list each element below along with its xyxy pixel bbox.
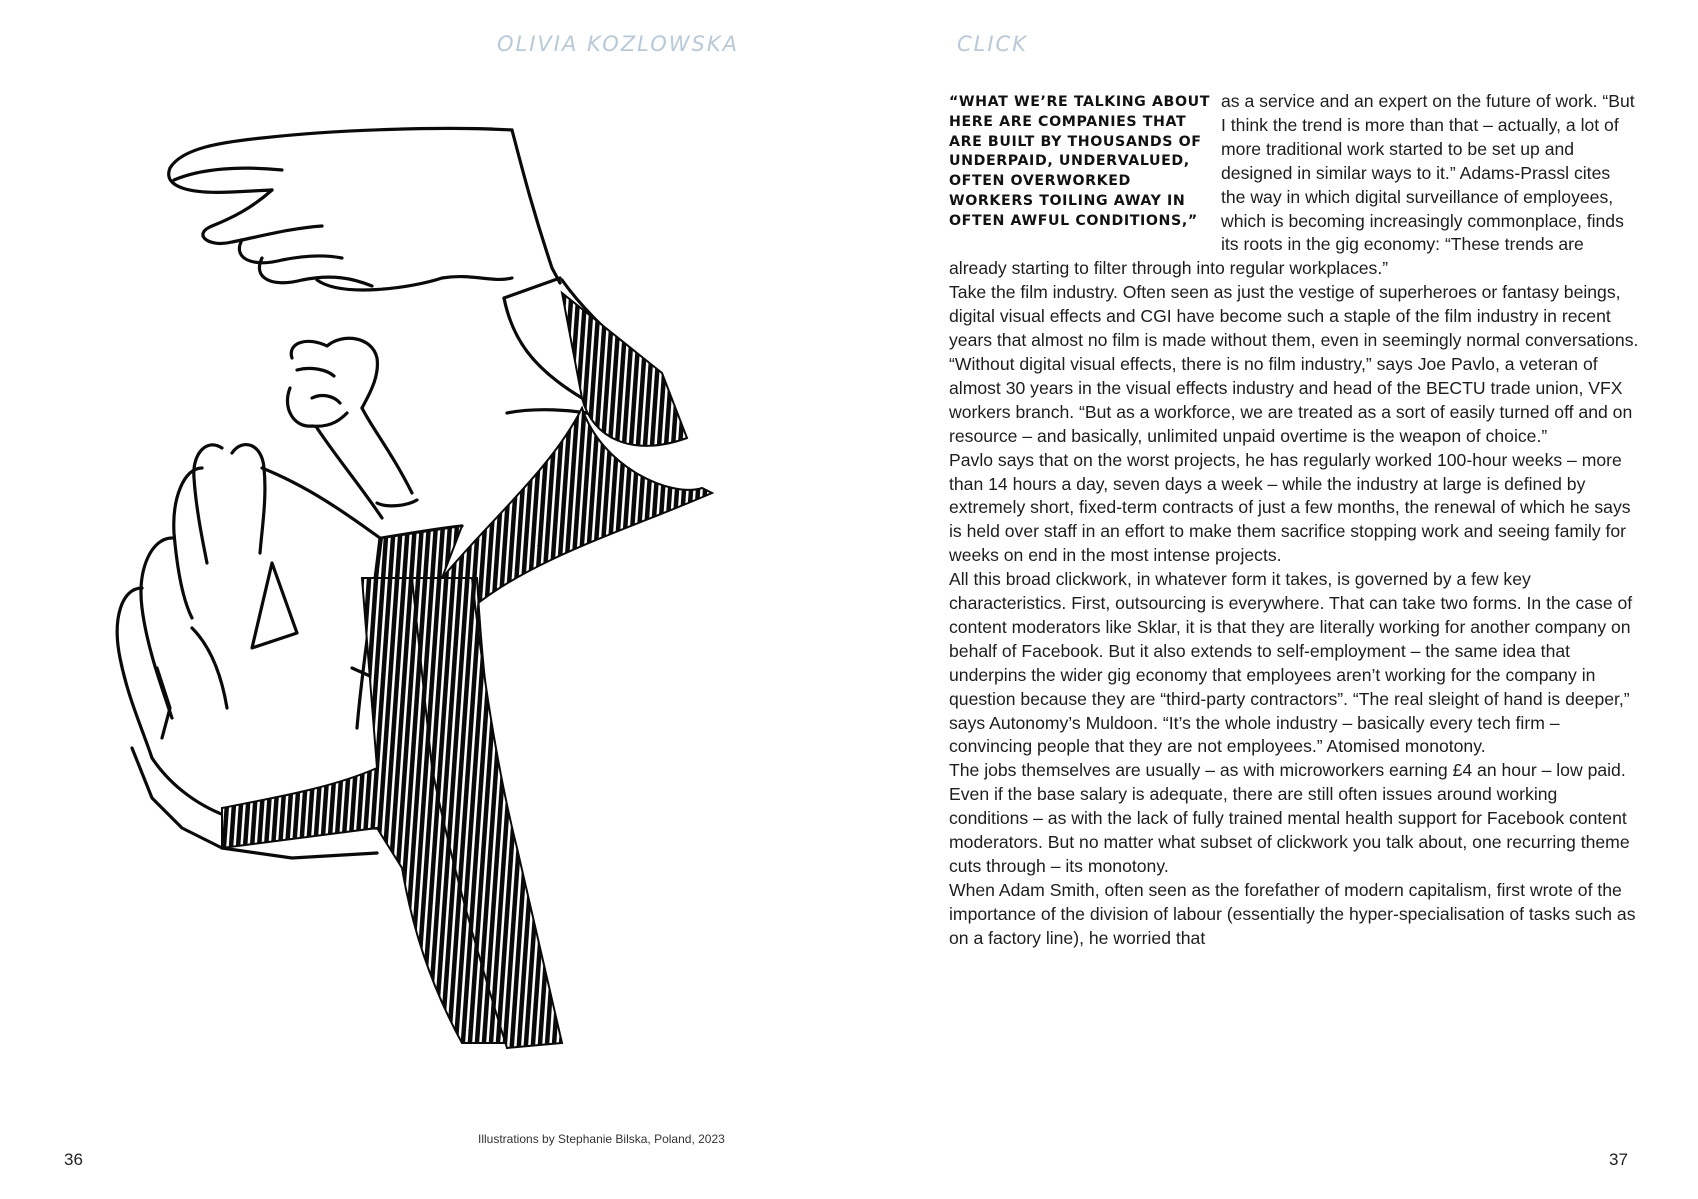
page-number-right: 37 xyxy=(1609,1150,1628,1169)
author-running-head: OLIVIA KOZLOWSKA xyxy=(497,32,739,56)
article-body xyxy=(949,90,1639,951)
paragraph: as a service and an expert on the future of work. “But I think the trend is more than that – actually, a lot of more traditional work started to be set up and designed in similar ways to it.” Adams-Prassl cites the way in which digital surveillance of employees, which is becoming increasingly commonplace, finds its roots in the gig economy: “These trends are already starting to filter through into regular workplaces.” xyxy=(949,91,1635,279)
paragraph: Take the film industry. Often seen as just the vestige of superheroes or fantasy beings, digital visual effects and CGI have become such a staple of the film industry in recent years that almost no film is made without them, even in seemingly normal conversations. “Without digital visual effects, there is no film industry,” says Joe Pavlo, a veteran of almost 30 years in the visual effects industry and head of the BECTU trade union, VFX workers branch. “But as a workforce, we are treated as a sort of easily turned off and on resource – and basically, unlimited unpaid overtime is the weapon of choice.” xyxy=(949,282,1639,446)
paragraph: The jobs themselves are usually – as with microworkers earning £4 an hour – low paid. Even if the base salary is adequate, there are still often issues around working conditions – as with the lack of fully trained mental health support for Facebook content moderators. But no matter what subset of clickwork you talk about, one recurring theme cuts through – its monotony. xyxy=(949,760,1630,876)
right-page xyxy=(849,0,1698,1199)
paragraph: When Adam Smith, often seen as the forefather of modern capitalism, first wrote of the importance of the division of labour (essentially the hyper-specialisation of tasks such as on a factory line), he worried that xyxy=(949,879,1636,948)
paragraph: Pavlo says that on the worst projects, he has regularly worked 100-hour weeks – more than 14 hours a day, seven days a week – while the industry at large is defined by extremely short, fixed-term contracts of just a few months, the renewal of which he says is held over staff in an effort to make them sacrifice stopping work and seeing family for weeks on end in the most intense projects. xyxy=(949,449,1631,566)
paragraph: All this broad clickwork, in whatever form it takes, is governed by a few key characteristics. First, outsourcing is everywhere. That can take two forms. In the case of content moderators like Sklar, it is that they are literally working for another company on behalf of Facebook. But it also extends to self-employment – the same idea that underpins the wider gig economy that employees aren’t working for the company in question because they are “third-party contractors”. “The real sleight of hand is deeper,” says Autonomy’s Muldoon. “It’s the whole industry – basically every tech firm – convincing people that they are not employees.” Atomised monotony. xyxy=(949,569,1633,757)
page-number-left: 36 xyxy=(64,1150,83,1169)
section-running-head: CLICK xyxy=(957,32,1028,56)
pull-quote: “WHAT WE’RE TALKING ABOUT HERE ARE COMPANIES THAT ARE BUILT BY THOUSANDS OF UNDERPAID, UNDERVALUED, OFTEN OVERWORKED WORKERS TOILING AWAY IN OFTEN AWFUL CONDITIONS,” xyxy=(949,94,1211,229)
illustration-credit: Illustrations by Stephanie Bilska, Poland, 2023 xyxy=(478,1132,725,1146)
hands-ink-illustration xyxy=(112,108,762,1068)
